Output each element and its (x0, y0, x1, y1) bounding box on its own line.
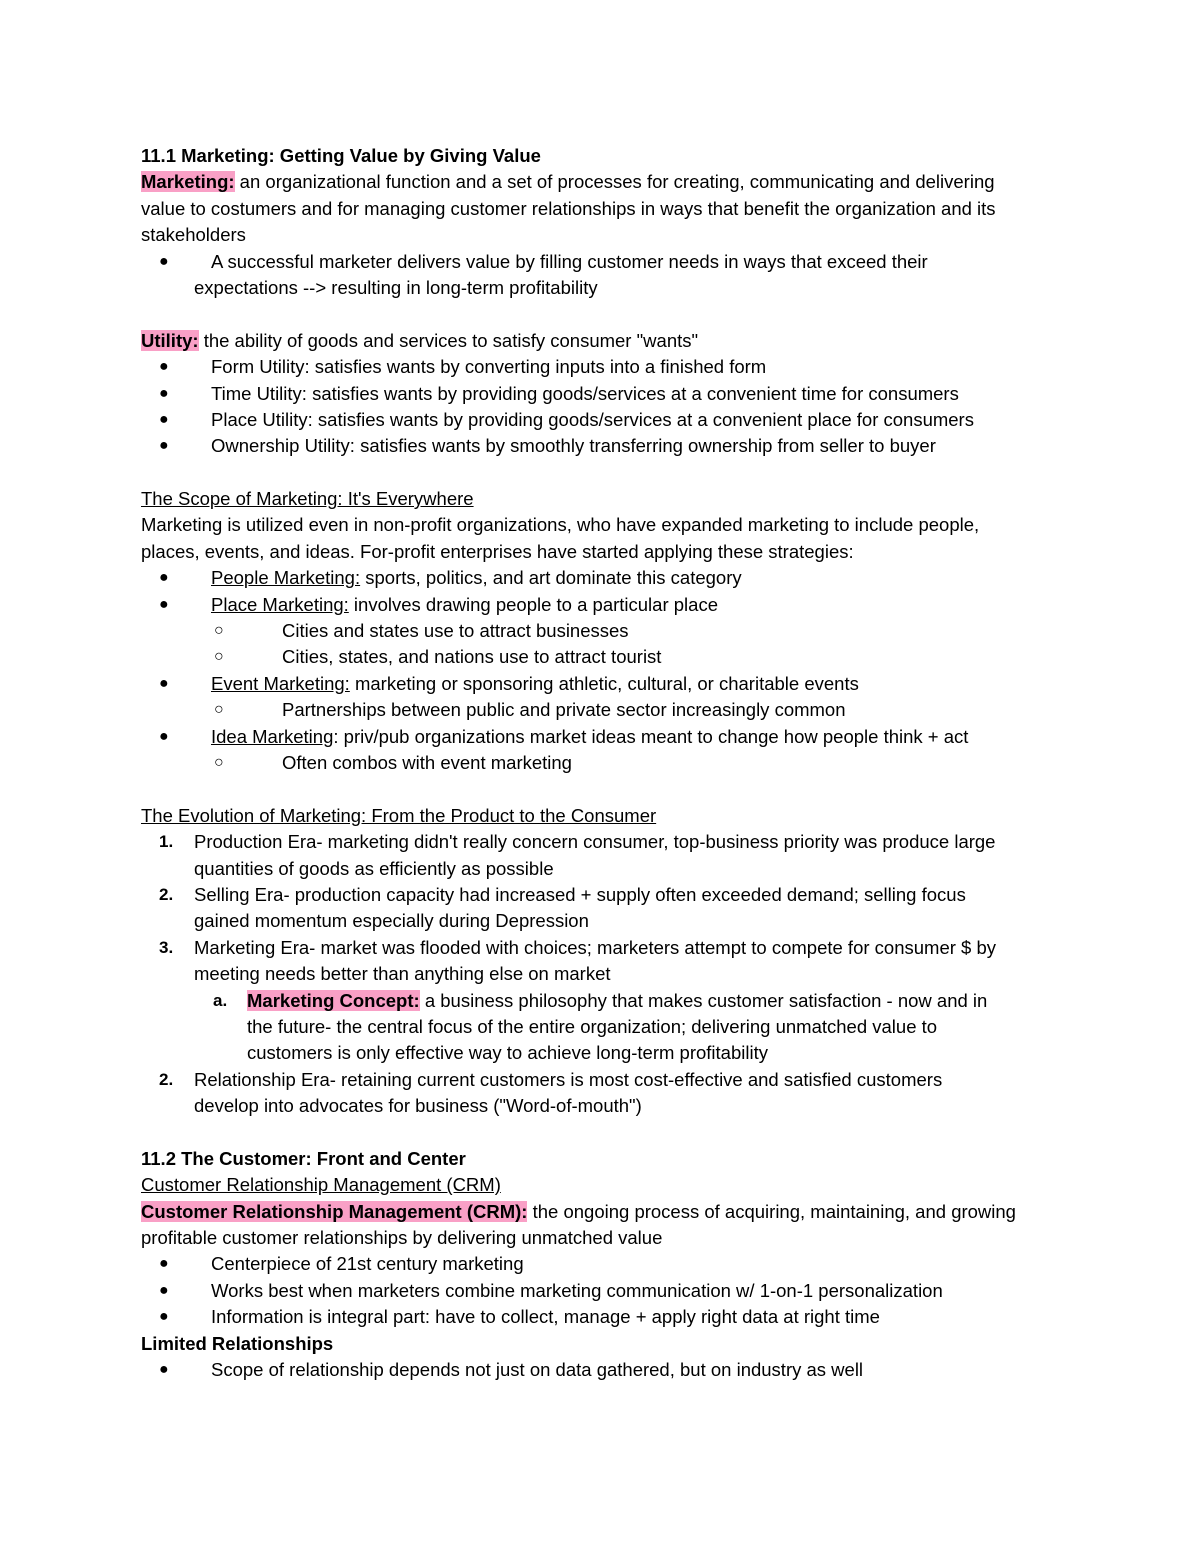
list-item: ● Ownership Utility: satisfies wants by smoothly transferring ownership from seller to buyer (141, 433, 1071, 459)
list-item: ● Event Marketing: marketing or sponsoring athletic, cultural, or charitable events (141, 671, 1071, 697)
term-crm: Customer Relationship Management (CRM): (141, 1200, 528, 1222)
numbered-item-cont: gained momentum especially during Depression (194, 910, 589, 932)
list-item: ● A successful marketer delivers value by filling customer needs in ways that exceed their (141, 249, 1071, 275)
bullet-icon: ● (159, 1360, 169, 1378)
lettered-item-cont: the future- the central focus of the entire organization; delivering unmatched value to (247, 1015, 938, 1037)
bullet-icon: ● (159, 727, 169, 745)
marketing-definition-cont: value to costumers and for managing customer relationships in ways that benefit the organization and its (141, 197, 996, 219)
numbered-item-cont: quantities of goods as efficiently as possible (194, 857, 554, 879)
sub-list-item: ○ Cities, states, and nations use to attract tourist (141, 644, 1071, 670)
section-heading-11-2: 11.2 The Customer: Front and Center (141, 1147, 466, 1169)
bullet-icon: ● (159, 437, 169, 455)
numbered-item: 2. Relationship Era- retaining current customers is most cost-effective and satisfied customers (159, 1068, 943, 1090)
numbered-item-cont: develop into advocates for business ("Word-of-mouth") (194, 1095, 642, 1117)
list-item: ● Information is integral part: have to collect, manage + apply right data at right time (141, 1304, 1071, 1330)
list-item: ● Time Utility: satisfies wants by providing goods/services at a convenient time for consumers (141, 381, 1071, 407)
bullet-icon: ● (159, 569, 169, 587)
document-content (141, 143, 1071, 1383)
bullet-icon: ● (159, 674, 169, 692)
bullet-icon: ● (159, 595, 169, 613)
sub-list-item: ○ Often combos with event marketing (141, 750, 1071, 776)
bullet-icon: ● (159, 1281, 169, 1299)
subheading-scope: The Scope of Marketing: It's Everywhere (141, 488, 474, 510)
sub-list-item: ○ Cities and states use to attract businesses (141, 618, 1071, 644)
bullet-icon: ● (159, 1255, 169, 1273)
section-heading-11-1: 11.1 Marketing: Getting Value by Giving Value (141, 145, 541, 166)
marketing-definition: Marketing: an organizational function and a set of processes for creating, communicating and delivering (141, 171, 995, 193)
numbered-item: 3. Marketing Era- market was flooded with choices; marketers attempt to compete for consumer $ by (159, 936, 996, 958)
bullet-icon: ● (159, 1308, 169, 1326)
sub-list-item: ○ Partnerships between public and private sector increasingly common (141, 697, 1071, 723)
numbered-item: 1. Production Era- marketing didn't really concern consumer, top-business priority was produce large (159, 831, 996, 853)
circle-bullet-icon: ○ (214, 648, 224, 666)
circle-bullet-icon: ○ (214, 701, 224, 719)
marketing-definition-cont: stakeholders (141, 224, 246, 246)
utility-definition: Utility: the ability of goods and services to satisfy consumer "wants" (141, 329, 699, 351)
list-item: ● Idea Marketing: priv/pub organizations market ideas meant to change how people think + act (141, 724, 1071, 750)
circle-bullet-icon: ○ (214, 622, 224, 640)
paragraph: places, events, and ideas. For-profit enterprises have started applying these strategies: (141, 540, 854, 562)
list-item: ● Centerpiece of 21st century marketing (141, 1251, 1071, 1277)
bullet-icon: ● (159, 358, 169, 376)
term-utility: Utility: (141, 329, 199, 351)
list-item: ● Scope of relationship depends not just on data gathered, but on industry as well (141, 1357, 1071, 1383)
subheading-evolution: The Evolution of Marketing: From the Product to the Consumer (141, 804, 657, 826)
list-item: ● Place Utility: satisfies wants by providing goods/services at a convenient place for consumers (141, 407, 1071, 433)
lettered-item: a. Marketing Concept: a business philosophy that makes customer satisfaction - now and in (213, 989, 988, 1011)
list-item: ● People Marketing: sports, politics, and art dominate this category (141, 565, 1071, 591)
list-item: ● Form Utility: satisfies wants by converting inputs into a finished form (141, 354, 1071, 380)
crm-definition: Customer Relationship Management (CRM): the ongoing process of acquiring, maintaining, and growing (141, 1200, 1016, 1222)
numbered-item-cont: meeting needs better than anything else on market (194, 963, 611, 985)
bullet-icon: ● (159, 252, 169, 270)
list-item: ● Works best when marketers combine marketing communication w/ 1-on-1 personalization (141, 1278, 1071, 1304)
bullet-icon: ● (159, 384, 169, 402)
bullet-icon: ● (159, 410, 169, 428)
term-marketing-concept: Marketing Concept: (247, 989, 420, 1011)
subheading-crm: Customer Relationship Management (CRM) (141, 1174, 501, 1196)
term-marketing: Marketing: (141, 171, 235, 193)
list-item: ● Place Marketing: involves drawing people to a particular place (141, 592, 1071, 618)
list-item-cont: expectations --> resulting in long-term profitability (194, 276, 598, 298)
circle-bullet-icon: ○ (214, 753, 224, 771)
crm-definition-cont: profitable customer relationships by delivering unmatched value (141, 1227, 663, 1249)
paragraph: Marketing is utilized even in non-profit organizations, who have expanded marketing to include people, (141, 514, 980, 536)
lettered-item-cont: customers is only effective way to achieve long-term profitability (247, 1042, 768, 1064)
subheading-limited-relationships: Limited Relationships (141, 1332, 334, 1354)
numbered-item: 2. Selling Era- production capacity had increased + supply often exceeded demand; selling focus (159, 883, 966, 905)
